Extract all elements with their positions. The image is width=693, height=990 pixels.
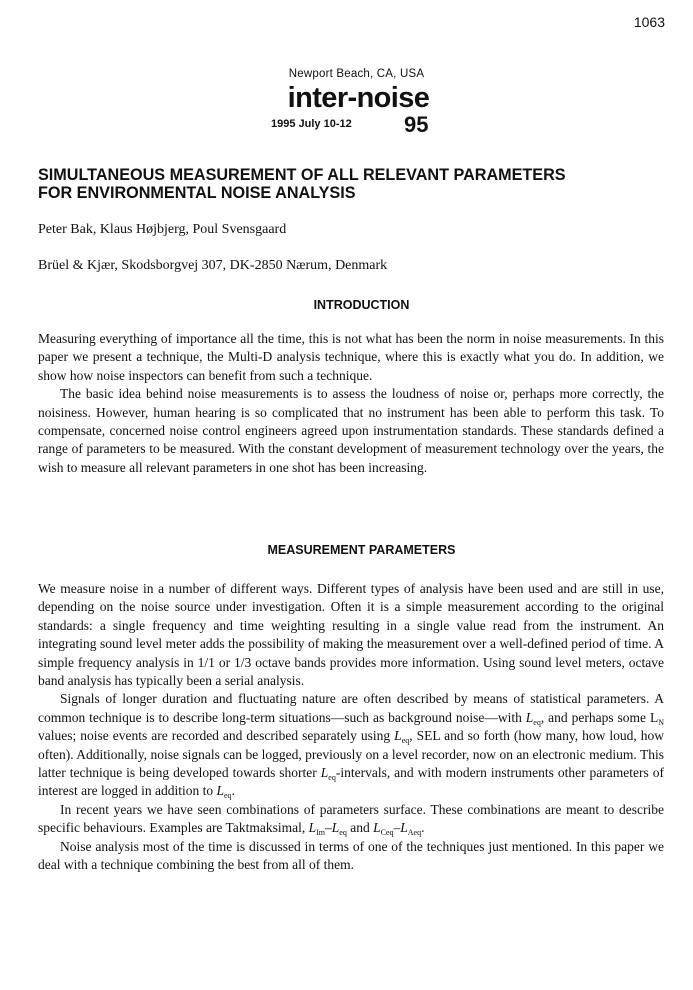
paragraph: The basic idea behind noise measurements is to assess the loudness of noise or, perhaps more correctly, the noisiness. However, human hearing is so complicated that no instrument has been able to perform this task. To compensate, concerned noise control engineers agreed upon instrumentation standards. These standards defined a range of parameters to be measured. With the constant development of measurement technology over the years, the wish to measure all relevant parameters in one shot has been increasing. [38, 386, 664, 475]
section-heading-introduction: INTRODUCTION [313, 298, 410, 312]
affiliation: Brüel & Kjær, Skodsborgvej 307, DK-2850 Nærum, Denmark [38, 258, 388, 273]
symbol-leq: L [394, 728, 402, 744]
paragraph: We measure noise in a number of different ways. Different types of analysis have been used and are still in use, depending on the noise source under investigation. Often it is a simple measurement according to the original standards: a single frequency and time weighting resulting in a single value read from the instrument. An integrating sound level meter adds the possibility of making the measurement over a well-defined period of time. A simple frequency analysis in 1/1 or 1/3 octave bands provides more information. Using sound level meters, octave band analysis has typically been a serial analysis. [38, 581, 664, 689]
title-line-1: SIMULTANEOUS MEASUREMENT OF ALL RELEVANT PARAMETERS [38, 166, 566, 184]
symbol-leq: L [525, 709, 534, 725]
symbol-leq: L [216, 783, 224, 799]
symbol-lim: L [308, 820, 317, 836]
conference-logo: inter-noise [287, 82, 430, 114]
symbol-lceq: L [373, 820, 381, 836]
conference-dates: 1995 July 10-12 [271, 118, 352, 130]
paper-title [38, 166, 678, 202]
symbol-leq: L [320, 765, 329, 781]
symbol-ln: $L_N$ [649, 709, 664, 727]
paragraph: Signals of longer duration and fluctuating nature are often described by means of statistical parameters. A common technique is to describe long-term situations—such as background noise—with $L_{eq}$, and perhaps some $L_N$ values; noise events are recorded and described separately using $L_{eq}$, SEL and so forth (how many, how loud, how often). Additionally, noise signals can be logged, previously on a level recorder, now on an electronic medium. This latter technique is being developed towards shorter $L_{eq}$-intervals, and with modern instruments other parameters of interest are logged in addition to $L_{eq}$. [38, 691, 664, 801]
authors: Peter Bak, Klaus Højbjerg, Poul Svensgaard [38, 222, 287, 237]
measurement-body [38, 580, 664, 875]
symbol-laeq: L [400, 820, 408, 836]
introduction-body [38, 330, 664, 477]
paragraph: Measuring everything of importance all the time, this is not what has been the norm in noise measurements. In this paper we present a technique, the Multi-D analysis technique, where this is exactly what you do. In addition, we show how noise inspectors can benefit from such a technique. [38, 331, 664, 383]
section-heading-measurement-parameters: MEASUREMENT PARAMETERS [267, 543, 456, 557]
title-line-2: FOR ENVIRONMENTAL NOISE ANALYSIS [38, 184, 356, 202]
conference-year: 95 [404, 112, 429, 137]
paragraph: Noise analysis most of the time is discussed in terms of one of the techniques just mentioned. In this paper we deal with a technique combining the best from all of them. [38, 838, 664, 873]
conference-location: Newport Beach, CA, USA [288, 68, 425, 80]
page-number: 1063 [633, 14, 665, 30]
symbol-leq: L [331, 820, 340, 836]
paragraph: In recent years we have seen combinations of parameters surface. These combinations are meant to describe specific behaviours. Examples are Taktmaksimal, $L_{Im}-L_{eq}$ and $L_{Ceq}-L_{Aeq}$. [38, 801, 664, 838]
